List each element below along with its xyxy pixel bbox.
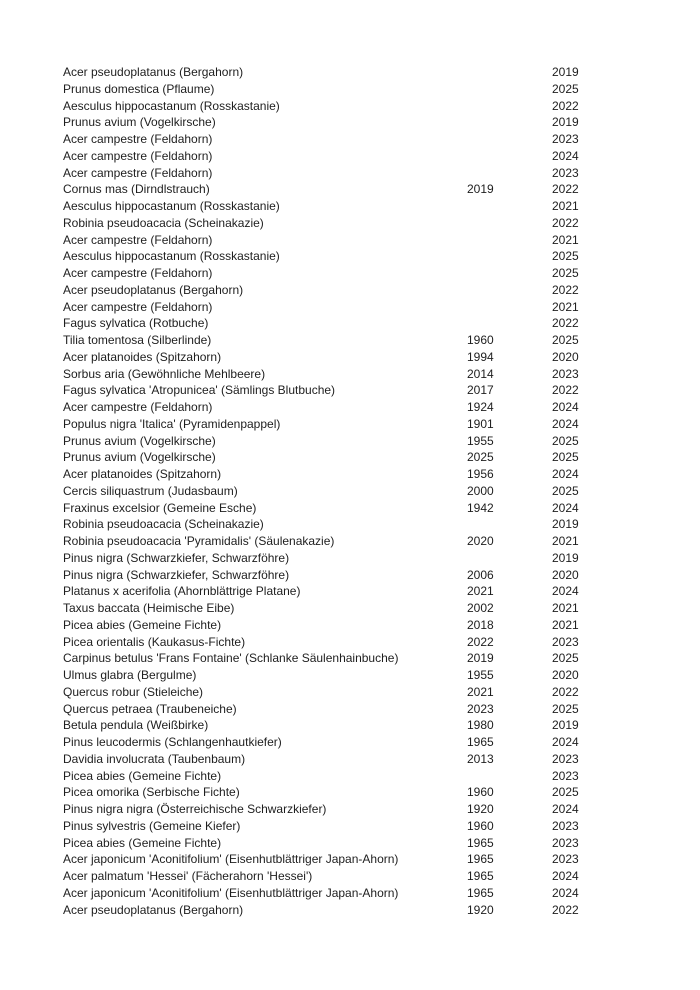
species-name: Acer campestre (Feldahorn)	[63, 148, 213, 163]
year-column-2: 2024	[552, 735, 579, 749]
species-name: Carpinus betulus 'Frans Fontaine' (Schlanke Säulenhainbuche)	[63, 651, 399, 666]
species-name: Acer campestre (Feldahorn)	[63, 165, 213, 180]
species-name: Pinus nigra nigra (Österreichische Schwarzkiefer)	[63, 802, 327, 816]
year-column-1: 1965	[467, 735, 494, 749]
year-column-1: 1965	[467, 869, 494, 883]
year-column-1: 2006	[467, 567, 494, 582]
year-column-1: 1980	[467, 718, 494, 733]
year-column-1: 1920	[467, 802, 494, 816]
year-column-2: 2023	[552, 751, 579, 766]
species-name: Acer pseudoplatanus (Bergahorn)	[63, 65, 244, 79]
year-column-2: 2023	[552, 366, 579, 381]
table-row	[63, 885, 660, 902]
species-name: Picea abies (Gemeine Fichte)	[63, 768, 222, 783]
species-name: Acer japonicum 'Aconitifolium' (Eisenhutblättriger Japan-Ahorn)	[63, 852, 399, 867]
species-name: Davidia involucrata (Taubenbaum)	[63, 751, 246, 766]
year-column-2: 2025	[552, 651, 579, 666]
year-column-2: 2022	[552, 902, 579, 917]
table-row	[63, 64, 660, 81]
year-column-2: 2019	[552, 550, 579, 565]
table-row	[63, 483, 660, 500]
year-column-2: 2023	[552, 852, 579, 867]
year-column-2: 2019	[552, 517, 579, 532]
year-column-2: 2023	[552, 768, 579, 783]
table-row	[63, 248, 660, 265]
table-row	[63, 851, 660, 868]
species-name: Aesculus hippocastanum (Rosskastanie)	[63, 249, 280, 264]
year-column-1: 1955	[467, 668, 494, 682]
table-row	[63, 449, 660, 466]
table-row	[63, 215, 660, 232]
species-name: Acer pseudoplatanus (Bergahorn)	[63, 282, 244, 297]
year-column-1: 1901	[467, 416, 494, 431]
year-column-2: 2022	[552, 316, 579, 331]
year-column-2: 2024	[552, 416, 579, 431]
species-name: Acer campestre (Feldahorn)	[63, 132, 213, 146]
year-column-2: 2020	[552, 567, 579, 582]
year-column-2: 2024	[552, 885, 579, 900]
species-name: Picea abies (Gemeine Fichte)	[63, 835, 222, 850]
species-name: Aesculus hippocastanum (Rosskastanie)	[63, 98, 280, 113]
table-row	[63, 583, 660, 600]
table-row	[63, 818, 660, 835]
table-row	[63, 667, 660, 684]
table-row	[63, 165, 660, 182]
year-column-1: 2019	[467, 182, 494, 197]
species-name: Quercus petraea (Traubeneiche)	[63, 701, 237, 716]
species-name: Picea orientalis (Kaukasus-Fichte)	[63, 634, 246, 649]
year-column-2: 2021	[552, 617, 579, 632]
table-row	[63, 81, 660, 98]
year-column-2: 2021	[552, 199, 579, 213]
year-column-2: 2022	[552, 182, 579, 197]
table-row	[63, 734, 660, 751]
year-column-2: 2024	[552, 500, 579, 515]
table-row	[63, 868, 660, 885]
table-row	[63, 433, 660, 450]
species-name: Ulmus glabra (Bergulme)	[63, 668, 197, 682]
year-column-1: 1920	[467, 902, 494, 917]
year-column-2: 2022	[552, 383, 579, 398]
species-name: Acer campestre (Feldahorn)	[63, 299, 213, 314]
table-row	[63, 500, 660, 517]
year-column-2: 2022	[552, 282, 579, 297]
species-name: Prunus domestica (Pflaume)	[63, 81, 215, 96]
table-row	[63, 198, 660, 215]
species-name: Acer campestre (Feldahorn)	[63, 400, 213, 414]
year-column-2: 2025	[552, 450, 579, 465]
year-column-2: 2024	[552, 148, 579, 163]
table-row	[63, 768, 660, 785]
year-column-1: 2017	[467, 383, 494, 398]
year-column-1: 1960	[467, 785, 494, 800]
species-name: Pinus nigra (Schwarzkiefer, Schwarzföhre)	[63, 550, 290, 565]
year-column-2: 2024	[552, 869, 579, 883]
species-name: Fraxinus excelsior (Gemeine Esche)	[63, 500, 257, 515]
year-column-2: 2025	[552, 333, 579, 347]
year-column-2: 2023	[552, 634, 579, 649]
table-row	[63, 600, 660, 617]
year-column-2: 2019	[552, 65, 579, 79]
table-row	[63, 466, 660, 483]
year-column-1: 1924	[467, 400, 494, 414]
table-row	[63, 784, 660, 801]
table-row	[63, 416, 660, 433]
year-column-2: 2025	[552, 433, 579, 448]
species-name: Acer pseudoplatanus (Bergahorn)	[63, 902, 244, 917]
year-column-1: 2022	[467, 634, 494, 649]
year-column-2: 2025	[552, 266, 579, 280]
species-name: Robinia pseudoacacia 'Pyramidalis' (Säulenakazie)	[63, 534, 335, 548]
species-name: Platanus x acerifolia (Ahornblättrige Platane)	[63, 584, 301, 599]
species-name: Acer japonicum 'Aconitifolium' (Eisenhutblättriger Japan-Ahorn)	[63, 885, 399, 900]
year-column-1: 2021	[467, 584, 494, 599]
table-row	[63, 634, 660, 651]
year-column-2: 2025	[552, 249, 579, 264]
year-column-2: 2025	[552, 483, 579, 498]
species-name: Acer campestre (Feldahorn)	[63, 266, 213, 280]
table-row	[63, 684, 660, 701]
table-row	[63, 382, 660, 399]
species-name: Robinia pseudoacacia (Scheinakazie)	[63, 215, 264, 230]
species-name: Quercus robur (Stieleiche)	[63, 684, 204, 699]
table-row	[63, 751, 660, 768]
table-row	[63, 399, 660, 416]
year-column-2: 2020	[552, 668, 579, 682]
table-row	[63, 282, 660, 299]
table-row	[63, 114, 660, 131]
year-column-1: 1956	[467, 467, 494, 481]
table-row	[63, 835, 660, 852]
year-column-1: 2002	[467, 601, 494, 615]
species-name: Prunus avium (Vogelkirsche)	[63, 115, 216, 130]
year-column-2: 2022	[552, 98, 579, 113]
species-name: Acer palmatum 'Hessei' (Fächerahorn 'Hessei')	[63, 869, 313, 883]
species-name: Robinia pseudoacacia (Scheinakazie)	[63, 517, 264, 532]
table-row	[63, 617, 660, 634]
table-row	[63, 516, 660, 533]
year-column-1: 1960	[467, 333, 494, 347]
year-column-1: 2000	[467, 483, 494, 498]
year-column-1: 1942	[467, 500, 494, 515]
year-column-1: 1965	[467, 852, 494, 867]
species-name: Betula pendula (Weißbirke)	[63, 718, 209, 733]
table-row	[63, 902, 660, 919]
table-row	[63, 550, 660, 567]
year-column-2: 2021	[552, 601, 579, 615]
table-row	[63, 717, 660, 734]
year-column-2: 2022	[552, 215, 579, 230]
year-column-1: 2025	[467, 450, 494, 465]
year-column-2: 2021	[552, 232, 579, 247]
species-name: Cercis siliquastrum (Judasbaum)	[63, 483, 238, 498]
year-column-1: 2018	[467, 617, 494, 632]
table-row	[63, 98, 660, 115]
table-row	[63, 366, 660, 383]
species-name: Acer campestre (Feldahorn)	[63, 232, 213, 247]
table-row	[63, 801, 660, 818]
year-column-1: 2023	[467, 701, 494, 716]
species-name: Pinus nigra (Schwarzkiefer, Schwarzföhre)	[63, 567, 290, 582]
year-column-2: 2024	[552, 802, 579, 816]
table-row	[63, 131, 660, 148]
table-row	[63, 299, 660, 316]
species-name: Prunus avium (Vogelkirsche)	[63, 433, 216, 448]
year-column-2: 2019	[552, 718, 579, 733]
table-row	[63, 315, 660, 332]
table-row	[63, 148, 660, 165]
year-column-2: 2020	[552, 349, 579, 364]
year-column-2: 2022	[552, 684, 579, 699]
species-name: Tilia tomentosa (Silberlinde)	[63, 333, 212, 347]
table-row	[63, 349, 660, 366]
species-name: Fagus sylvatica (Rotbuche)	[63, 316, 209, 331]
species-name: Populus nigra 'Italica' (Pyramidenpappel)	[63, 416, 281, 431]
year-column-2: 2023	[552, 818, 579, 833]
species-name: Picea omorika (Serbische Fichte)	[63, 785, 240, 800]
year-column-1: 2021	[467, 684, 494, 699]
year-column-1: 1994	[467, 349, 494, 364]
species-name: Aesculus hippocastanum (Rosskastanie)	[63, 199, 280, 213]
species-name: Sorbus aria (Gewöhnliche Mehlbeere)	[63, 366, 266, 381]
species-name: Fagus sylvatica 'Atropunicea' (Sämlings Blutbuche)	[63, 383, 336, 398]
year-column-2: 2021	[552, 534, 579, 548]
species-name: Acer platanoides (Spitzahorn)	[63, 467, 222, 481]
table-row	[63, 181, 660, 198]
year-column-2: 2023	[552, 132, 579, 146]
year-column-2: 2024	[552, 400, 579, 414]
table-row	[63, 650, 660, 667]
table-row	[63, 232, 660, 249]
tree-table	[63, 64, 660, 918]
table-row	[63, 701, 660, 718]
year-column-1: 1960	[467, 818, 494, 833]
year-column-2: 2024	[552, 467, 579, 481]
table-row	[63, 533, 660, 550]
year-column-1: 2013	[467, 751, 494, 766]
year-column-2: 2021	[552, 299, 579, 314]
year-column-2: 2023	[552, 835, 579, 850]
species-name: Prunus avium (Vogelkirsche)	[63, 450, 216, 465]
table-row	[63, 332, 660, 349]
species-name: Taxus baccata (Heimische Eibe)	[63, 601, 235, 615]
year-column-1: 2020	[467, 534, 494, 548]
year-column-1: 2019	[467, 651, 494, 666]
species-name: Acer platanoides (Spitzahorn)	[63, 349, 222, 364]
species-name: Pinus leucodermis (Schlangenhautkiefer)	[63, 735, 282, 749]
species-name: Pinus sylvestris (Gemeine Kiefer)	[63, 818, 241, 833]
species-name: Picea abies (Gemeine Fichte)	[63, 617, 222, 632]
table-row	[63, 265, 660, 282]
year-column-1: 2014	[467, 366, 494, 381]
year-column-2: 2024	[552, 584, 579, 599]
year-column-2: 2023	[552, 165, 579, 180]
year-column-1: 1965	[467, 835, 494, 850]
year-column-2: 2025	[552, 81, 579, 96]
year-column-2: 2025	[552, 701, 579, 716]
year-column-2: 2025	[552, 785, 579, 800]
year-column-2: 2019	[552, 115, 579, 130]
year-column-1: 1965	[467, 885, 494, 900]
species-name: Cornus mas (Dirndlstrauch)	[63, 182, 210, 197]
table-row	[63, 567, 660, 584]
year-column-1: 1955	[467, 433, 494, 448]
